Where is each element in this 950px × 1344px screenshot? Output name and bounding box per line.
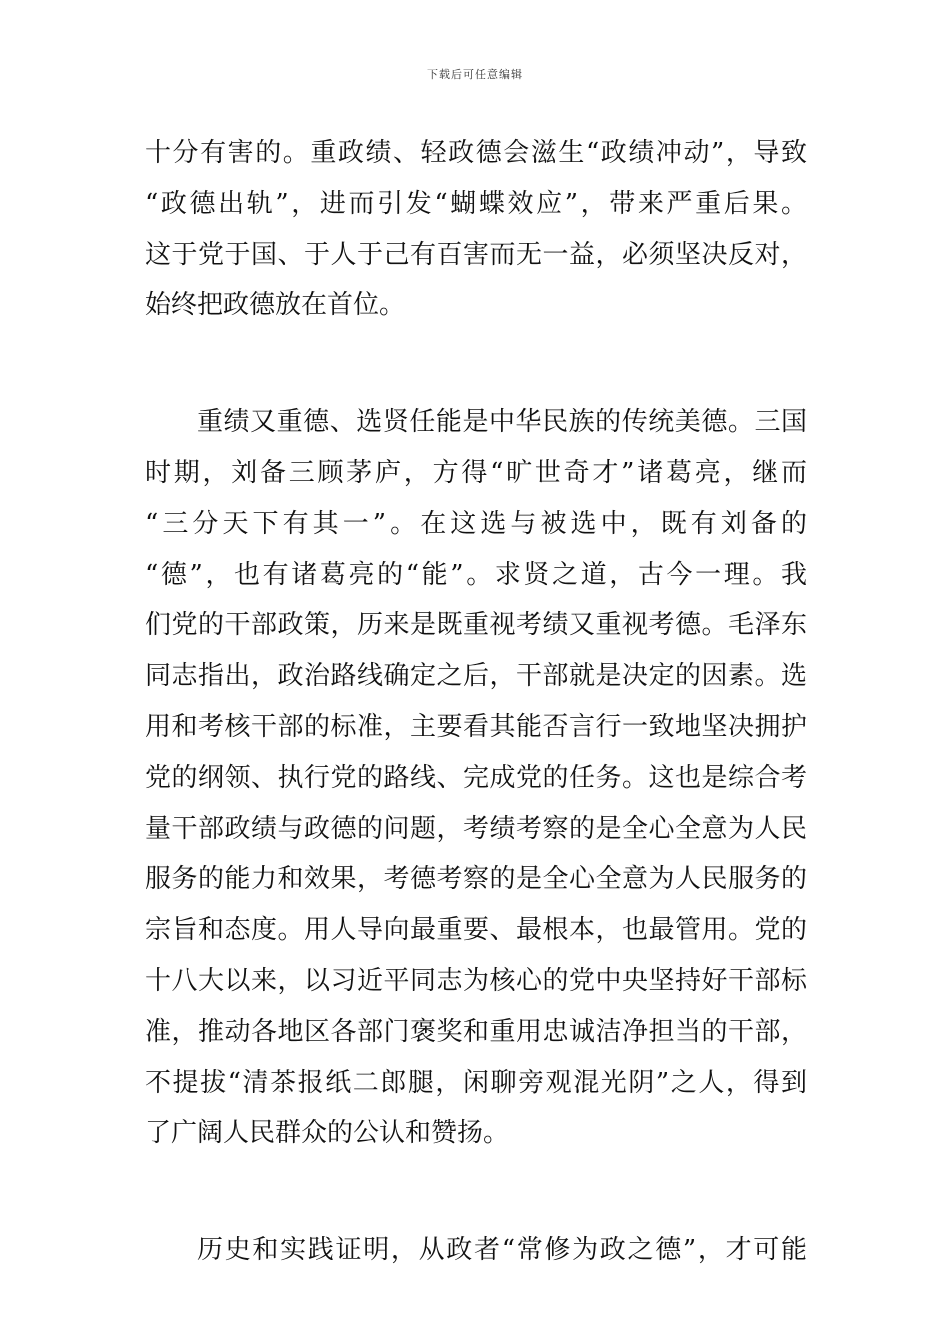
- text-line: 不提拔“清茶报纸二郎腿，闲聊旁观混光阴”之人，得到: [145, 1067, 807, 1098]
- text-line: 们党的干部政策，历来是既重视考绩又重视考德。毛泽东: [145, 610, 807, 641]
- paragraph-gap: [145, 331, 807, 397]
- body-text: [145, 128, 807, 1276]
- text-line: “德”，也有诸葛亮的“能”。求贤之道，古今一理。我: [145, 559, 807, 590]
- text-line: 党的纲领、执行党的路线、完成党的任务。这也是综合考: [145, 762, 807, 793]
- paragraph-2: [145, 397, 807, 1159]
- text-line: 宗旨和态度。用人导向最重要、最根本，也最管用。党的: [145, 915, 807, 946]
- paragraph-gap: [145, 1159, 807, 1225]
- paragraph-1: [145, 128, 807, 331]
- text-line: 这于党于国、于人于己有百害而无一益，必须坚决反对，: [145, 239, 807, 270]
- text-line: “政德出轨”，进而引发“蝴蝶效应”，带来严重后果。: [145, 188, 807, 219]
- text-line: 量干部政绩与政德的问题，考绩考察的是全心全意为人民: [145, 813, 807, 844]
- header-note: 下载后可任意编辑: [427, 68, 523, 81]
- text-line: 服务的能力和效果，考德考察的是全心全意为人民服务的: [145, 864, 807, 895]
- text-line: 时期，刘备三顾茅庐，方得“旷世奇才”诸葛亮，继而: [145, 457, 807, 488]
- text-line: 十分有害的。重政绩、轻政德会滋生“政绩冲动”，导致: [145, 138, 807, 168]
- text-line: 用和考核干部的标准，主要看其能否言行一致地坚决拥护: [145, 711, 807, 742]
- text-line: 了广阔人民群众的公认和赞扬。: [145, 1118, 510, 1149]
- text-line: 历史和实践证明，从政者“常修为政之德”，才可能: [197, 1235, 807, 1266]
- text-line: 同志指出，政治路线确定之后，干部就是决定的因素。选: [145, 661, 807, 692]
- text-line: 十八大以来，以习近平同志为核心的党中央坚持好干部标: [145, 965, 807, 996]
- paragraph-3: [145, 1225, 807, 1276]
- text-line: 重绩又重德、选贤任能是中华民族的传统美德。三国: [197, 407, 807, 438]
- text-line: 始终把政德放在首位。: [145, 290, 406, 321]
- text-line: 准，推动各地区各部门褒奖和重用忠诚洁净担当的干部，: [145, 1016, 807, 1047]
- text-line: “三分天下有其一”。在这选与被选中，既有刘备的: [145, 508, 807, 539]
